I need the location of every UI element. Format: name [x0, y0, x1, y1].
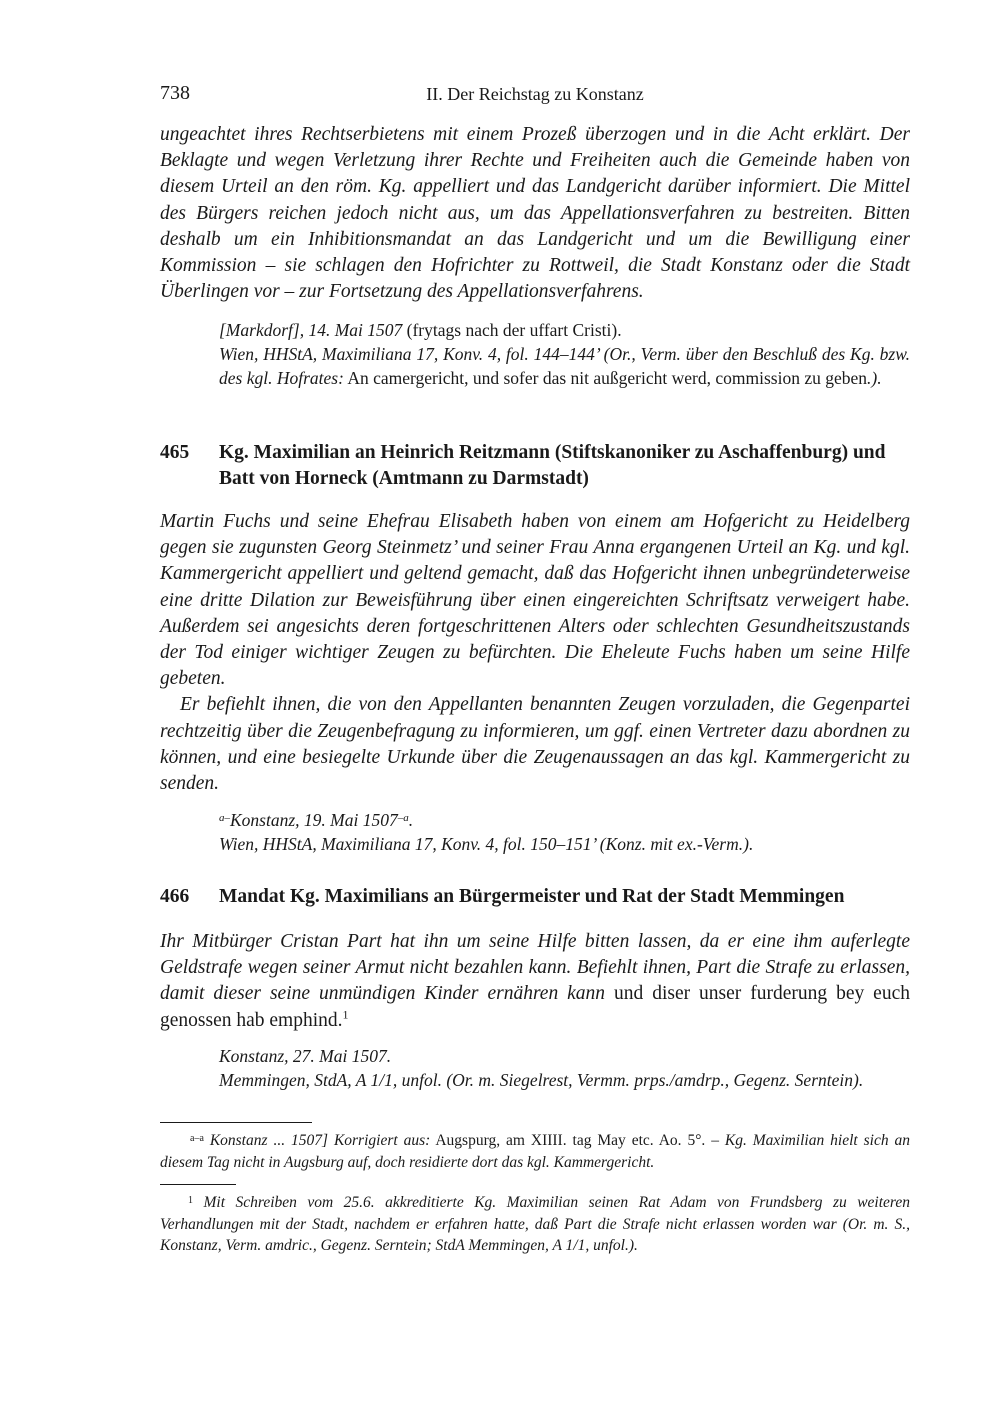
- entry-465-dating: [219, 806, 910, 856]
- source-line: Memmingen, StdA, A 1/1, unfol. (Or. m. Siegelrest, Vermm. prps./amdrp., Gegenz. Serntein).: [219, 1070, 864, 1090]
- continued-summary: ungeachtet ihres Rechtserbietens mit einem Prozeß überzogen und in die Acht erklärt. Der Beklagte und wegen Verletzung ihrer Rechte und Freiheiten auch die Gemeinde haben von diesem Urteil an den röm. Kg. appelliert und das Landgericht darüber informiert. Die Mittel des Bürgers reichen jedoch nicht aus, um das Appellationsverfahren zu bestreiten. Bitten deshalb um ein Inhibitionsmandat an das Landgericht und um die Bewilligung einer Kommission – sie schlagen den Hofrichter zu Rottweil, die Stadt Konstanz oder die Stadt Überlingen vor – zur Fortsetzung des Appellationsverfahrens.: [160, 124, 910, 303]
- source-archive: Wien, HHStA, Maximiliana 17, Konv. 4, fol. 144–144’ (Or., Verm. über den Beschluß des Kg. bzw. des kgl. Hofrates:: [219, 344, 910, 388]
- source-line: Wien, HHStA, Maximiliana 17, Konv. 4, fol. 150–151’ (Konz. mit ex.-Verm.).: [219, 834, 754, 854]
- entry-466-summary: [160, 929, 910, 1034]
- footnote-marker: a–a: [190, 1133, 204, 1144]
- dating-line: Konstanz, 27. Mai 1507.: [219, 1046, 392, 1066]
- dating-place-date: Konstanz, 19. Mai 1507: [230, 810, 398, 830]
- footnote-lemma: Konstanz ... 1507] Korrigiert aus:: [209, 1132, 431, 1149]
- summary-italic: Ihr Mitbürger Cristan Part hat ihn um seine Hilfe bitten lassen, da er eine ihm auferlegte Geldstrafe wegen seiner Armut nicht bezahlen kann. Befiehlt ihnen, Part die Strafe zu erlassen, damit dieser seine unmündigen Kinder ernähren kann: [160, 931, 910, 1005]
- dating-place-date: [Markdorf], 14. Mai 1507: [219, 320, 403, 340]
- footnote-marker: 1: [188, 1195, 193, 1206]
- footnote-rule-2: [160, 1184, 236, 1185]
- summary-quote: und diser unser furderung bey euch genossen hab emphind.: [160, 983, 910, 1031]
- summary-paragraph-2: Er befiehlt ihnen, die von den Appellanten benannten Zeugen vorzuladen, die Gegenpartei rechtzeitig über die Zeugenbefragung zu informieren, um ggf. einen Vertreter dazu abordnen zu können, und eine besiegelte Urkunde über die Zeugenaussagen an das kgl. Kammergericht zu senden.: [160, 694, 910, 795]
- footnote-reading: Augspurg, am XIIII. tag May etc. Ao. 5°. –: [430, 1132, 725, 1149]
- previous-entry-dating: [219, 318, 910, 390]
- entry-466-dating: [219, 1044, 910, 1092]
- source-note: An camergericht, und sofer das nit außgericht werd, commission zu geben: [343, 368, 867, 388]
- variant-mark-close: –a: [397, 812, 409, 824]
- source-line: [219, 342, 910, 390]
- dating-line: [219, 318, 910, 342]
- entry-465-summary: [160, 509, 910, 797]
- entry-number: 465: [160, 442, 190, 463]
- footnote-1: [160, 1190, 910, 1257]
- running-title: II. Der Reichstag zu Konstanz: [426, 84, 644, 104]
- summary-paragraph-1: Martin Fuchs und seine Ehefrau Elisabeth haben von einem am Hofgericht zu Heidelberg gegen sie zugunsten Georg Steinmetz’ und seiner Frau Anna ergangenen Urteil an Kg. und kgl. Kammergericht appelliert und geltend gemacht, daß das Hofgericht ihnen unbegründeterweise eine dritte Dilation zur Beweisführung über einen eingereichten Schriftsatz verweigert habe. Außerdem sei angesichts deren fortgeschrittenen Alters oder schlechten Gesundheitszustands der Tod einiger wichtiger Zeugen zu befürchten. Die Eheleute Fuchs haben um seine Hilfe gebeten.: [160, 511, 910, 690]
- page-number: 738: [160, 82, 190, 104]
- entry-number: 466: [160, 886, 190, 907]
- entry-465-heading: [160, 440, 910, 492]
- dating-end: .: [408, 810, 414, 830]
- dating-line: [219, 806, 910, 832]
- source-close: .).: [867, 368, 882, 388]
- variant-mark-open: a–: [219, 812, 230, 824]
- footnote-text: Mit Schreiben vom 25.6. akkreditierte Kg. Maximilian seinen Rat Adam von Frundsberg zu weiteren Verhandlungen mit der Stadt, nachdem er erfahren hatte, daß Part die Strafe nicht erlassen worden war (Or. m. S., Konstanz, Verm. amdric., Gegenz. Serntein; StdA Memmingen, A 1/1, unfol.).: [160, 1194, 911, 1254]
- dating-original: (frytags nach der uffart Cristi).: [402, 320, 622, 340]
- entry-title: Kg. Maximilian an Heinrich Reitzmann (Stiftskanoniker zu Aschaffenburg) und Batt von Horneck (Amtmann zu Darmstadt): [219, 442, 886, 489]
- footnote-a: [160, 1128, 910, 1173]
- footnote-comment: Kg. Maximilian hielt sich an diesem Tag nicht in Augsburg auf, doch residierte dort das kgl. Kammergericht.: [160, 1132, 910, 1171]
- footnote-rule: [160, 1122, 312, 1123]
- entry-title: Mandat Kg. Maximilians an Bürgermeister und Rat der Stadt Memmingen: [219, 886, 845, 907]
- entry-466-heading: [160, 884, 910, 910]
- footnote-ref: 1: [342, 1007, 349, 1022]
